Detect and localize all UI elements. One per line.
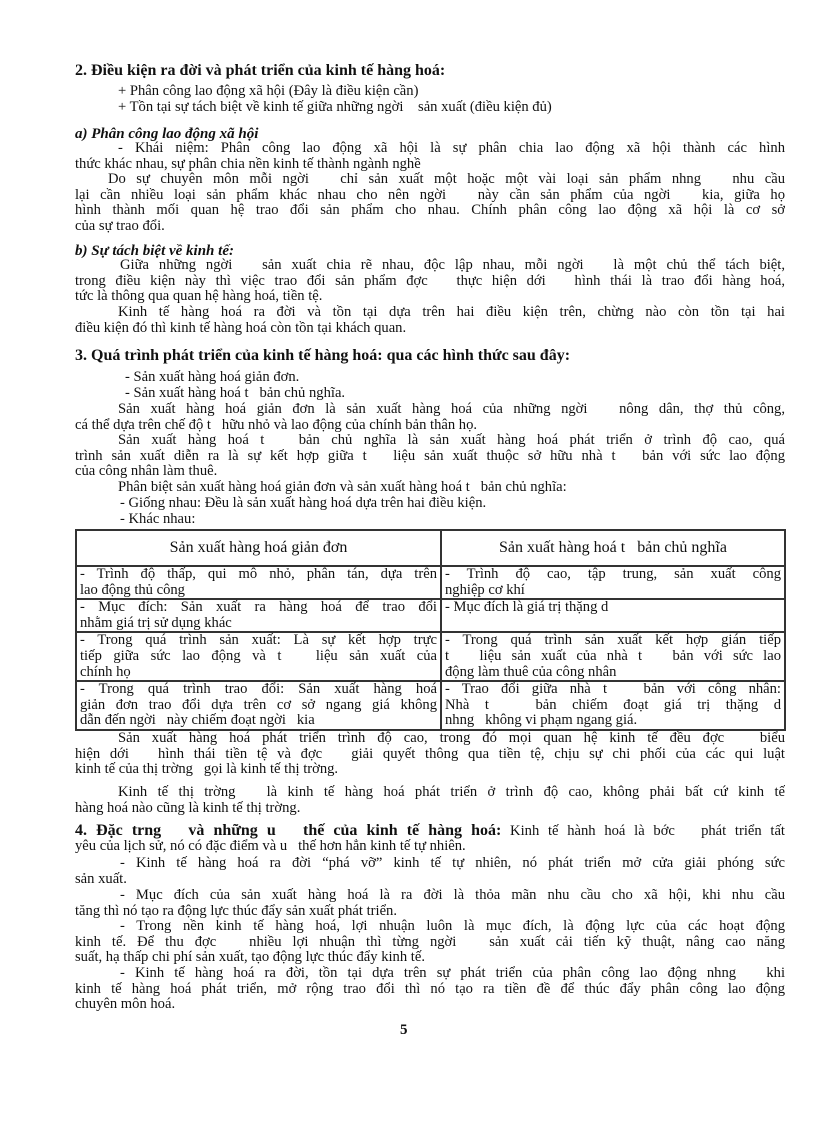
text-line: Sản xuất hàng hoá giản đơn là sản xuất hàng hoá của những ngời nông dân, thợ thủ công, (118, 402, 785, 417)
paragraph-market-definition (75, 785, 785, 816)
forms-list (125, 370, 725, 401)
paragraph-market-economy (75, 731, 785, 778)
text-line: + Phân công lao động xã hội (Đây là điều kiện cần) (118, 83, 419, 99)
page-number: 5 (400, 1022, 408, 1038)
text-line: sản xuất. (75, 871, 127, 887)
text-line: Kinh tế hàng hoá ra đời và tồn tại dựa trên hai điều kiện trên, chừng nào còn tồn tại hai (118, 305, 785, 320)
section-4-intro: Kinh tế hành hoá là bớc phát triển tất (501, 823, 785, 839)
cell-simple (76, 566, 441, 599)
column-header-capitalist: Sản xuất hàng hoá t bản chủ nghĩa (441, 530, 785, 566)
text-line: tiếp giữa sức lao động và t liệu sản xuất của (80, 648, 437, 664)
subsection-a-heading: a) Phân công lao động xã hội (75, 126, 259, 142)
section-4-intro-line2 (75, 839, 785, 855)
section-4-heading (75, 823, 785, 839)
table-row (76, 566, 785, 599)
text-line: - Mục đích là giá trị thặng d (445, 600, 609, 616)
cell-capitalist (441, 599, 785, 632)
cell-simple (76, 681, 441, 730)
paragraph-profit (75, 919, 785, 966)
text-line: - Sản xuất hàng hoá giản đơn. (125, 369, 300, 385)
text-line: lại cần nhiều loại sản phẩm khác nhau cho nên ngời này cần sản phẩm của ngời kia, giữa họ (75, 187, 785, 203)
text-line: - Trao đổi giữa nhà t bản với công nhân: (445, 682, 781, 698)
paragraph-specialization (75, 172, 785, 234)
text-line: kinh tế của thị trờng gọi là kinh tế thị trờng. (75, 762, 339, 778)
section-2-heading: 2. Điều kiện ra đời và phát triển của kinh tế hàng hoá: (75, 62, 446, 79)
cell-simple (76, 632, 441, 681)
text-line: động làm thuê của công nhân (445, 664, 617, 680)
text-line: yêu của lịch sử, nó có đặc điểm và u thế hơn hẳn kinh tế tự nhiên. (75, 838, 466, 854)
text-line: hiện dới hình thái tiền tệ và đợc giải quyết thông qua tiền tệ, chịu sự chi phối của các qui luật (75, 746, 785, 762)
text-line: lao động thủ công (80, 582, 185, 598)
paragraph-division-of-labor (75, 966, 785, 1013)
table-row (76, 632, 785, 681)
text-line: giản đơn trao đổi dựa trên cơ sở ngang giá không (80, 697, 437, 713)
text-line: kinh tế. Để thu đợc nhiều lợi nhuận thì từng ngời sản xuất cải tiến kỹ thuật, nâng cao năng (75, 934, 785, 950)
section-3-heading: 3. Quá trình phát triển của kinh tế hàng hoá: qua các hình thức sau đây: (75, 347, 571, 364)
section-4-title: 4. Đặc trng và những u thế của kinh tế hàng hoá: (75, 822, 502, 839)
text-line: - Trong quá trình trao đổi: Sản xuất hàng hoá (80, 682, 437, 698)
similarity-difference-list (120, 496, 780, 527)
text-line: - Giống nhau: Đều là sản xuất hàng hoá dựa trên hai điều kiện. (120, 495, 487, 511)
cell-simple (76, 599, 441, 632)
paragraph-break-natural-economy (75, 856, 785, 887)
text-line: Phân biệt sản xuất hàng hoá giản đơn và sản xuất hàng hoá t bản chủ nghĩa: (118, 479, 567, 495)
cell-capitalist (441, 632, 785, 681)
text-line: - Trong nền kinh tế hàng hoá, lợi nhuận luôn là mục đích, là động lực của các hoạt động (120, 919, 785, 934)
text-line: - Kinh tế hàng hoá ra đời “phá vỡ” kinh tế tự nhiên, nó phát triển mở cửa giải phóng sức (120, 856, 785, 871)
text-line: trình sản xuất diễn ra là sự kết hợp giữa t liệu sản xuất thuộc sở hữu nhà t bản với sức lao động (75, 448, 785, 464)
text-line: suất, hạ thấp chi phí sản xuất, tạo động lực thúc đẩy kinh tế. (75, 950, 425, 966)
text-line: - Trình độ thấp, qui mô nhỏ, phân tán, dựa trên (80, 567, 437, 582)
table-header-row (76, 530, 785, 566)
text-line: nghiệp cơ khí (445, 582, 525, 598)
cell-capitalist (441, 566, 785, 599)
text-line: nhằm giá trị sử dụng khác (80, 615, 232, 631)
text-line: - Sản xuất hàng hoá t bản chủ nghĩa. (125, 384, 346, 401)
text-line: tăng thì nó tạo ra động lực thúc đẩy sản xuất phát triển. (75, 903, 397, 919)
text-line: Giữa những ngời sản xuất chia rẽ nhau, độc lập nhau, mỗi ngời là một chủ thể tách biệt, (120, 258, 785, 273)
text-line: chính họ (80, 664, 131, 680)
text-line: Sản xuất hàng hoá t bản chủ nghĩa là sản xuất hàng hoá phát triển ở trình độ cao, quá (118, 433, 785, 448)
comparison-table (75, 529, 786, 731)
text-line: Nhà t bản chiếm đoạt giá trị thặng d (445, 697, 781, 713)
paragraph-concept (75, 141, 785, 172)
text-line: thức khác nhau, sự phân chia nền kinh tế thành ngành nghề (75, 156, 421, 172)
text-line: Kinh tế thị trờng là kinh tế hàng hoá phát triển ở trình độ cao, không phải bất cứ kinh tế (118, 785, 785, 800)
text-line: Sản xuất hàng hoá phát triển trình độ cao, trong đó mọi quan hệ kinh tế đều đợc biểu (118, 731, 785, 746)
text-line: chuyên môn hoá. (75, 997, 176, 1013)
paragraph-conditions (75, 305, 785, 336)
text-line: - Mục đích: Sản xuất ra hàng hoá để trao đổi (80, 600, 437, 616)
text-line: nhng không vi phạm ngang giá. (445, 713, 638, 729)
text-line: của sự trao đổi. (75, 218, 165, 234)
text-line: dẫn đến ngời này chiếm đoạt ngời kia (80, 713, 315, 729)
text-line: tức là thông qua quan hệ hàng hoá, tiền tệ. (75, 289, 323, 305)
text-line: - Trong quá trình sản xuất: Là sự kết hợp trực (80, 633, 437, 649)
text-line: - Trình độ cao, tập trung, sản xuất công (445, 567, 781, 582)
paragraph-capitalist-production (75, 433, 785, 480)
text-line: + Tồn tại sự tách biệt về kinh tế giữa những ngời sản xuất (điều kiện đủ) (118, 98, 552, 115)
cell-capitalist (441, 681, 785, 730)
text-line: trong điều kiện này thì việc trao đổi sản phẩm đợc thực hiện dới hình thái là trao đổi hàng hoá, (75, 273, 785, 289)
text-line: điều kiện đó thì kinh tế hàng hoá còn tồn tại khách quan. (75, 320, 407, 336)
table-row (76, 681, 785, 730)
text-line: hình thành mối quan hệ trao đổi sản phẩm cho nhau. Chính phân công lao động xã hội là cơ sở (75, 203, 785, 219)
text-line: của công nhân làm thuê. (75, 464, 218, 480)
text-line: Do sự chuyên môn mỗi ngời chỉ sản xuất một hoặc một vài loại sản phẩm nhng nhu cầu (108, 172, 785, 187)
conditions-list (118, 84, 778, 115)
text-line: - Trong quá trình sản xuất kết hợp gián tiếp (445, 633, 781, 649)
paragraph-simple-production (75, 402, 785, 433)
text-line: - Mục đích của sản xuất hàng hoá là ra đời là thỏa mãn nhu cầu cho xã hội, khi nhu cầu (120, 888, 785, 903)
paragraph-purpose (75, 888, 785, 919)
text-line: t liệu sản xuất của nhà t bản với sức lao (445, 648, 781, 664)
subsection-b-heading: b) Sự tách biệt về kinh tế: (75, 243, 234, 259)
text-line: - Khái niệm: Phân công lao động xã hội là sự phân chia lao động xã hội thành các hình (118, 141, 785, 156)
text-line: kinh tế hàng hoá phát triển, mở rộng trao đổi thì nó tạo ra tiền đề để thúc đẩy phân công lao động (75, 981, 785, 997)
paragraph-separation (75, 258, 785, 305)
text-line: hàng hoá nào cũng là kinh tế thị trờng. (75, 800, 301, 816)
column-header-simple: Sản xuất hàng hoá giản đơn (76, 530, 441, 566)
text-line: - Khác nhau: (120, 510, 196, 527)
paragraph-distinction (118, 480, 778, 496)
text-line: cá thể dựa trên chế độ t hữu nhỏ và lao động của chính bản thân họ. (75, 417, 478, 433)
table-row (76, 599, 785, 632)
text-line: - Kinh tế hàng hoá ra đời, tồn tại dựa trên sự phát triển của phân công lao động nhng khi (120, 966, 785, 981)
